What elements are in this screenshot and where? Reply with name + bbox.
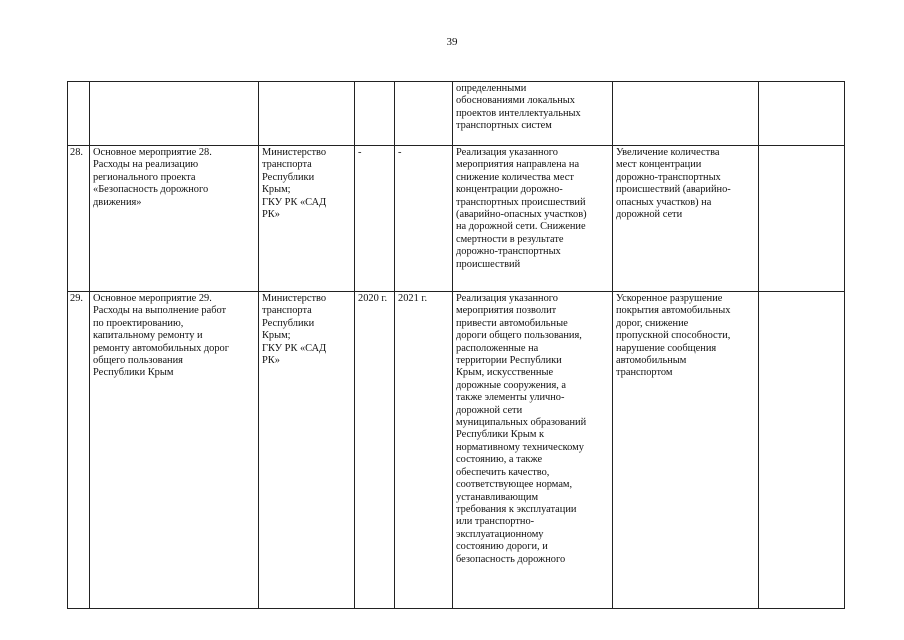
consequences-cell: Увеличение количества мест концентрации дорожно-транспортных происшествий (аварийно- опасных участков) на дорожной сети: [613, 146, 759, 292]
content-cell: Реализация указанного мероприятия позволит привести автомобильные дороги общего пользования, расположенные на территории Республики Крым, искусственные дорожные сооружения, а также элементы улично- дорожной сети муниципальных образований Республики Крым к нормативному техническому состоянию, а также обеспечить качество, соответствующее нормам, устанавливающим требования к эксплуатации или транспортно- эксплуатационному состоянию дороги, и безопасность дорожного: [453, 292, 613, 609]
executor-cell: Министерство транспорта Республики Крым; ГКУ РК «САД РК»: [259, 146, 355, 292]
content-cell: Реализация указанного мероприятия направлена на снижение количества мест концентрации дорожно- транспортных происшествий (аварийно-опасных участков) на дорожной сети. Снижение смертности в результате дорожно-транспортных происшествий: [453, 146, 613, 292]
executor-cell: Министерство транспорта Республики Крым; ГКУ РК «САД РК»: [259, 292, 355, 609]
end-year-cell: 2021 г.: [395, 292, 453, 609]
table-row: [68, 292, 845, 609]
start-year-cell: [355, 82, 395, 146]
measure-name-cell: [90, 82, 259, 146]
row-number-cell: [68, 82, 90, 146]
consequences-cell: Ускоренное разрушение покрытия автомобильных дорог, снижение пропускной способности, нарушение сообщения автомобильным транспортом: [613, 292, 759, 609]
extra-cell: [759, 292, 845, 609]
content-cell: определенными обоснованиями локальных проектов интеллектуальных транспортных систем: [453, 82, 613, 146]
measure-name-cell: Основное мероприятие 28. Расходы на реализацию регионального проекта «Безопасность дорожного движения»: [90, 146, 259, 292]
table-row: [68, 146, 845, 292]
row-number-cell: 29.: [68, 292, 90, 609]
consequences-cell: [613, 82, 759, 146]
extra-cell: [759, 82, 845, 146]
measure-name-cell: Основное мероприятие 29. Расходы на выполнение работ по проектированию, капитальному ремонту и ремонту автомобильных дорог общего пользования Республики Крым: [90, 292, 259, 609]
program-measures-table: [67, 81, 845, 609]
start-year-cell: 2020 г.: [355, 292, 395, 609]
row-number-cell: 28.: [68, 146, 90, 292]
start-year-cell: -: [355, 146, 395, 292]
page-number: 39: [446, 36, 458, 48]
table-row: [68, 82, 845, 146]
end-year-cell: [395, 82, 453, 146]
end-year-cell: -: [395, 146, 453, 292]
executor-cell: [259, 82, 355, 146]
extra-cell: [759, 146, 845, 292]
